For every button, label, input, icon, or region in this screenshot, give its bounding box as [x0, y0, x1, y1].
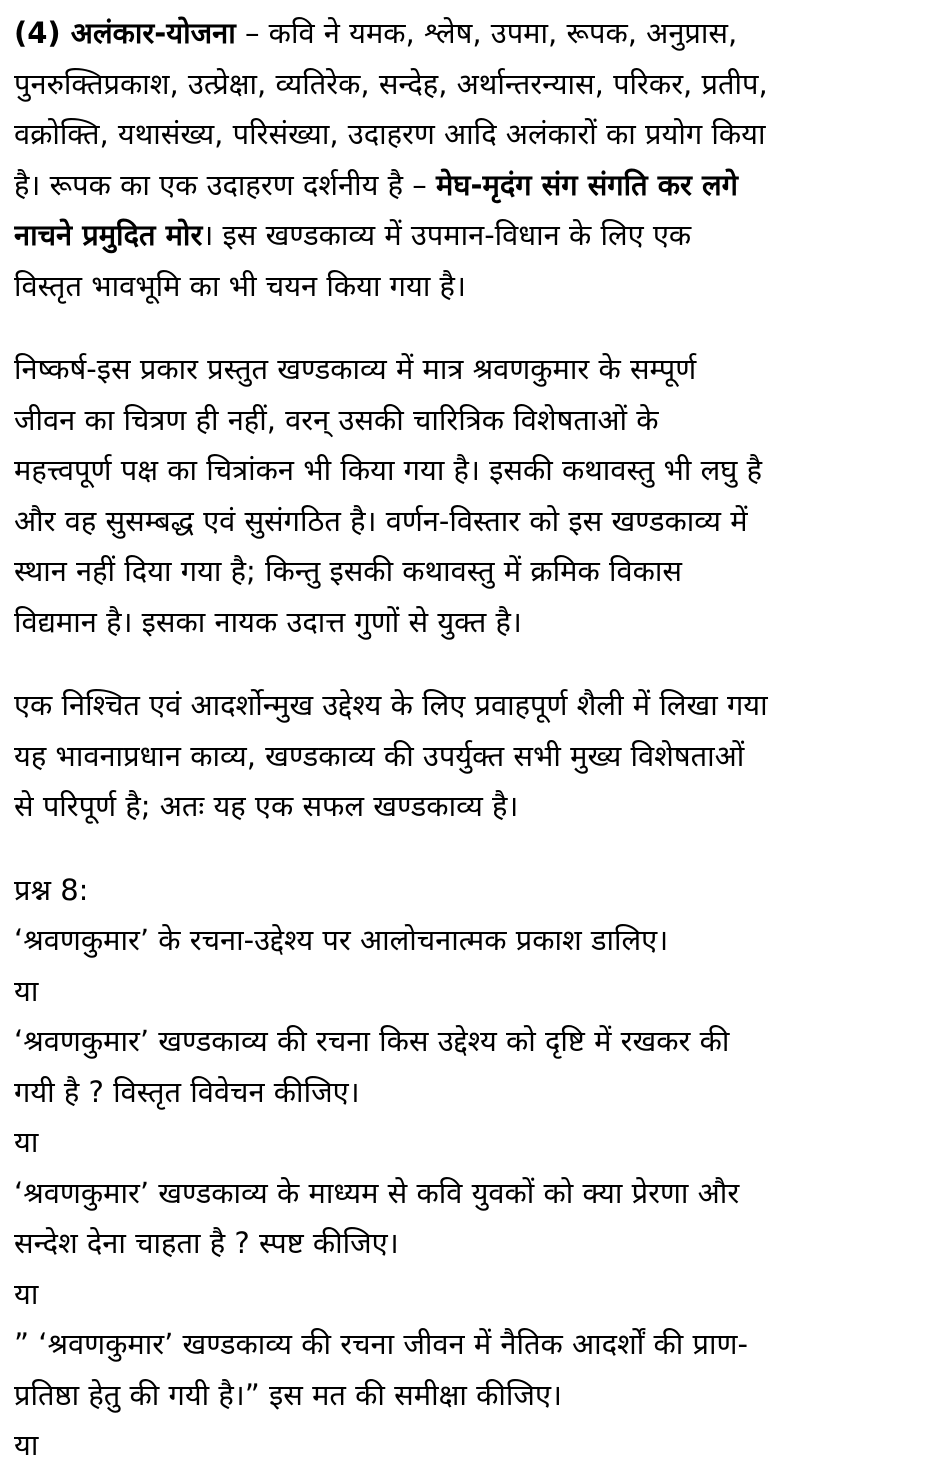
or-separator-2: या: [14, 1125, 39, 1159]
alankar-paragraph: [14, 8, 940, 311]
nishkarsh-line-1: निष्कर्ष-इस प्रकार प्रस्तुत खण्डकाव्य में मात्र श्रवणकुमार के सम्पूर्ण: [14, 352, 697, 386]
or-separator-1: या: [14, 973, 39, 1008]
alankar-example-part-1: मेघ-मृदंग संग संगति कर लगे: [435, 167, 738, 202]
alankar-example-part-2: नाचने प्रमुदित मोर: [14, 218, 203, 252]
question-2-line-2: गयी है ? विस्तृत विवेचन कीजिए।: [14, 1074, 360, 1109]
document-page: [14, 8, 940, 1471]
question-4-line-2: प्रतिष्ठा हेतु की गयी है।” इस मत की समीक्षा कीजिए।: [14, 1377, 562, 1412]
conclusion-line-3: से परिपूर्ण है; अतः यह एक सफल खण्डकाव्य है।: [14, 789, 519, 823]
alankar-line-5: [14, 210, 940, 261]
or-separator-3: या: [14, 1276, 39, 1311]
alankar-line-1: [14, 8, 940, 59]
nishkarsh-line-2: जीवन का चित्रण ही नहीं, वरन् उसकी चारित्रिक विशेषताओं के: [14, 402, 659, 437]
nishkarsh-line-6: विद्यमान है। इसका नायक उदात्त गुणों से युक्त है।: [14, 604, 522, 639]
nishkarsh-line-3: महत्त्वपूर्ण पक्ष का चित्रांकन भी किया गया है। इसकी कथावस्तु भी लघु है: [14, 453, 763, 487]
question-2-line-1: ‘श्रवणकुमार’ खण्डकाव्य की रचना किस उद्देश्य को दृष्टि में रखकर की: [14, 1024, 730, 1058]
conclusion-paragraph: [14, 680, 940, 832]
question-label: प्रश्न 8:: [14, 872, 89, 907]
alankar-text-4: है। रूपक का एक उदाहरण दर्शनीय है –: [14, 167, 436, 202]
alankar-line-3: वक्रोक्ति, यथासंख्य, परिसंख्या, उदाहरण आदि अलंकारों का प्रयोग किया: [14, 117, 766, 151]
alankar-heading: (4) अलंकार-योजना: [14, 16, 236, 50]
alankar-line-6: विस्तृत भावभूमि का भी चयन किया गया है।: [14, 268, 466, 303]
alankar-line-2: पुनरुक्तिप्रकाश, उत्प्रेक्षा, व्यतिरेक, सन्देह, अर्थान्तरन्यास, परिकर, प्रतीप,: [14, 66, 768, 101]
conclusion-line-1: एक निश्चित एवं आदर्शोन्मुख उद्देश्य के लिए प्रवाहपूर्ण शैली में लिखा गया: [14, 688, 768, 722]
question-block: [14, 865, 940, 1471]
or-separator-4: या: [14, 1428, 39, 1462]
alankar-text-1: – कवि ने यमक, श्लेष, उपमा, रूपक, अनुप्रास,: [235, 16, 738, 50]
nishkarsh-line-4: और वह सुसम्बद्ध एवं सुसंगठित है। वर्णन-विस्तार को इस खण्डकाव्य में: [14, 503, 748, 538]
question-4-line-1: ” ‘श्रवणकुमार’ खण्डकाव्य की रचना जीवन में नैतिक आदर्शों की प्राण-: [14, 1327, 748, 1361]
alankar-line-4: [14, 160, 940, 211]
nishkarsh-paragraph: [14, 344, 940, 647]
alankar-text-5: । इस खण्डकाव्य में उपमान-विधान के लिए एक: [202, 218, 692, 252]
conclusion-line-2: यह भावनाप्रधान काव्य, खण्डकाव्य की उपर्युक्त सभी मुख्य विशेषताओं: [14, 738, 745, 773]
question-1: ‘श्रवणकुमार’ के रचना-उद्देश्य पर आलोचनात्मक प्रकाश डालिए।: [14, 923, 669, 957]
nishkarsh-line-5: स्थान नहीं दिया गया है; किन्तु इसकी कथावस्तु में क्रमिक विकास: [14, 554, 682, 588]
question-3-line-2: सन्देश देना चाहता है ? स्पष्ट कीजिए।: [14, 1226, 399, 1260]
question-3-line-1: ‘श्रवणकुमार’ खण्डकाव्य के माध्यम से कवि युवकों को क्या प्रेरणा और: [14, 1175, 740, 1210]
